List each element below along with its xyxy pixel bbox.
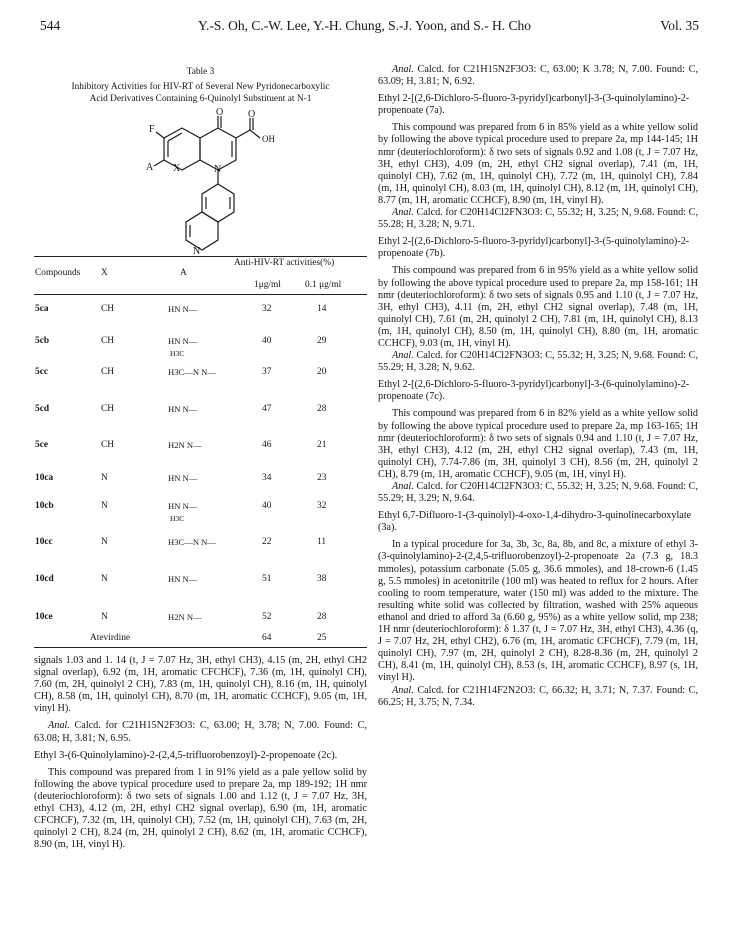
activity-01ug: 14 — [317, 304, 327, 314]
compound-x: N — [101, 537, 108, 547]
compound-x: N — [101, 501, 108, 511]
activity-01ug: 21 — [317, 440, 327, 450]
compound-a-substituent: HN N— — [168, 404, 198, 414]
running-authors: Y.-S. Oh, C.-W. Lee, Y.-H. Chung, S.-J. Yoon, and S.- H. Cho — [197, 18, 532, 33]
compound-x: CH — [101, 367, 115, 377]
table-header-rule — [34, 294, 367, 295]
col-activity-header: Anti-HIV-RT activities(%) — [234, 258, 335, 268]
compound-id: 5cc — [35, 367, 49, 377]
analysis-2b: Anal. Calcd. for C21H15N2F3O3: C, 63.00; K 3.78; N, 7.00. Found: C, 63.09; H, 3.81; N, 6.92. — [378, 64, 698, 88]
procedure-7a: This compound was prepared from 6 in 85% yield as a white yellow solid by following the above typical procedure used to prepare 2a, mp 144-145; 1H nmr (deuteriochloroform): δ two sets of signals 0.92 and 1.08 (t, J = 7.07 Hz, 3H, ethyl CH3), 4.09 (m, 2H, ethyl CH2 signal overlap), 7.41 (m, 1H, quinolyl CH), 7.62 (m, 1H, quinolyl CH), 7.72 (m, 1H, quinolyl CH), 7.84 (m, 1H, quinolyl CH), 8.03 (m, 1H, quinolyl CH), 8.12 (m, 1H, quinolyl CH), 8.77 (m, 1H, aromatic CCHCF), 8.90 (m, 1H, vinyl H). — [378, 122, 698, 206]
compound-id: 10cd — [35, 574, 54, 584]
structure-label-a: A — [146, 162, 154, 173]
compound-x: CH — [101, 404, 115, 414]
compound-id: 5ce — [35, 440, 49, 450]
structure-label-n2: N — [193, 246, 201, 257]
anal-label-3a: Anal. — [392, 684, 414, 696]
activity-1ug: 47 — [262, 404, 272, 414]
compound-a-methyl: H3C — [170, 349, 185, 358]
analysis-text: Calcd. for C21H15N2F3O3: C, 63.00; H, 3.78; N, 7.00. Found: C, 63.08; H, 3.81; N, 6.95. — [34, 720, 367, 744]
compound-id: 10cc — [35, 537, 53, 547]
table-caption-line2: Acid Derivatives Containing 6-Quinolyl Substituent at N-1 — [89, 94, 312, 104]
activity-1ug: 34 — [262, 473, 272, 483]
left-column-text — [34, 655, 367, 851]
compound-id: 10ce — [35, 612, 53, 622]
activity-01ug: 20 — [317, 367, 327, 377]
anal-label-7a: Anal. — [392, 207, 414, 219]
table-bottom-rule — [34, 647, 367, 648]
table-top-rule — [34, 256, 367, 257]
compound-a-substituent: HN N— — [168, 574, 198, 584]
reference-value-2: 25 — [317, 633, 327, 643]
anal-label: Anal. — [48, 720, 70, 732]
structure-label-oh: OH — [262, 134, 275, 144]
compound-a-substituent: HN N— — [168, 501, 198, 511]
activity-01ug: 38 — [317, 574, 327, 584]
anal-label-7c: Anal. — [392, 481, 414, 492]
compound-a-methyl: H3C — [170, 514, 185, 523]
compound-a-substituent: HN N— — [168, 336, 198, 346]
analysis-7c: Anal. Calcd. for C20H14Cl2FN3O3: C, 55.32; H, 3.25; N, 9.68. Found: C, 55.29; H, 3.29; N, 9.64. — [378, 481, 698, 505]
structure-label-n1: N — [214, 164, 222, 175]
procedure-3a: In a typical procedure for 3a, 3b, 3c, 8a, 8b, and 8c, a mixture of ethyl 3-(3-quinolylamino)-2-(2,4,5-trifluorobenzoyl)-2-propenoate 2a (7.3 g, 18.3 mmoles), potassium carbonate (5.05 g, 36.6 mmoles), and 18-crown-6 (1.45 g, 5.5 mmoles) in acetonitrile (100 ml) was heated to reflux for 2 hours. After cooling to room temperature, water (150 ml) was added to the mixture. The resulting white solid was collected by filtration, washed with 25% aqueous ethanol and dried to afford 3a (6.60 g, 95%) as a white yellow solid, mp 238; 1H nmr (deuteriochloroform): δ 1.37 (t, J = 7.07 Hz, 3H, ethyl CH3), 4.36 (q, J = 7.07 Hz, 2H, ethyl CH2), 6.76 (m, 1H, aromatic CFCHCF), 7.79 (m, 1H, quinolyl CH), 7.97 (m, 2H, quinolyl 2 CH), 8.28-8.36 (m, 2H, quinolyl 2 CH), 8.41 (m, 1H, quinolyl CH), 8.53 (s, 1H, aromatic CCHCF), 8.97 (s, 1H, vinyl H). — [378, 539, 698, 684]
anal-label-7b: Anal. — [392, 350, 414, 362]
analysis-3a: Anal. Calcd. for C21H14F2N2O3: C, 66.32; H, 3.71; N, 7.37. Found: C, 66.25; H, 3.75; N, 7.34. — [378, 684, 698, 708]
activity-1ug: 40 — [262, 501, 272, 511]
activity-01ug: 28 — [317, 404, 327, 414]
col-1ug-header: 1μg/ml — [254, 280, 281, 290]
compound-id: 5ca — [35, 304, 49, 314]
activity-01ug: 29 — [317, 336, 327, 346]
compound-x: CH — [101, 336, 115, 346]
page-number: 544 — [40, 18, 61, 33]
table-caption-line1: Inhibitory Activities for HIV-RT of Several New Pyridonecarboxylic — [71, 82, 330, 92]
activity-1ug: 22 — [262, 537, 272, 547]
structure-label-x: X — [173, 163, 181, 174]
reference-compound: Atevirdine — [90, 633, 131, 643]
compound-heading-7c: Ethyl 2-[(2,6-Dichloro-5-fluoro-3-pyridyl)carbonyl]-3-(6-quinolylamino)-2-propenoate (7c). — [378, 379, 690, 403]
activity-1ug: 40 — [262, 336, 272, 346]
activity-1ug: 37 — [262, 367, 272, 377]
compound-a-substituent: H2N N— — [168, 440, 202, 450]
anal-label-2b: Anal. — [392, 64, 414, 75]
compound-x: CH — [101, 440, 115, 450]
structure-label-o: O — [216, 108, 224, 118]
procedure-2c: This compound was prepared from 1 in 91% yield as a pale yellow solid by following the above typical procedure used to prepare 2a, mp 189-192; 1H nmr (deuteriochloroform): δ two sets of signals 1.00 and 1.12 (t, J = 7.07 Hz, 3H, ethyl CH3), 4.12 (m, 2H, ethyl CH2 signal overlap), 6.90 (m, 1H, aromatic CFCHCF), 7.32 (m, 1H, quinolyl CH), 7.52 (m, 1H, quinolyl CH), 7.63 (m, 2H, quinolyl 2 CH), 8.24 (m, 2H, quinolyl 2 CH), 8.62 (m, 1H, aromatic CCHCF), 8.90 (m, 1H, vinyl H). — [34, 766, 367, 851]
compound-x: N — [101, 574, 108, 584]
col-a-header: A — [180, 268, 187, 278]
analysis-paragraph — [34, 720, 367, 744]
activity-1ug: 51 — [262, 574, 272, 584]
col-x-header: X — [101, 268, 108, 278]
compound-heading-7b: Ethyl 2-[(2,6-Dichloro-5-fluoro-3-pyridyl)carbonyl]-3-(5-quinolylamino)-2-propenoate (7b). — [378, 236, 690, 260]
volume-label: Vol. 35 — [660, 18, 699, 33]
analysis-7b: Anal. Calcd. for C20H14Cl2FN3O3: C, 55.32; H, 3.25; N, 9.68. Found: C, 55.29; H, 3.28; N, 9.62. — [378, 350, 698, 374]
compound-id: 5cb — [35, 336, 50, 346]
activity-01ug: 23 — [317, 473, 327, 483]
structure-label-o2: O — [248, 109, 256, 120]
compound-id: 10ca — [35, 473, 54, 483]
compound-a-substituent: H3C—N N— — [168, 537, 216, 547]
compound-x: N — [101, 612, 108, 622]
compound-a-substituent: H3C—N N— — [168, 367, 216, 377]
col-01ug-header: 0.1 μg/ml — [305, 280, 342, 290]
compound-a-substituent: HN N— — [168, 304, 198, 314]
table-label: Table 3 — [186, 67, 215, 77]
compound-heading-3a: Ethyl 6,7-Difluoro-1-(3-quinolyl)-4-oxo-1,4-dihydro-3-quinolinecarboxylate (3a). — [378, 510, 692, 534]
activity-01ug: 32 — [317, 501, 327, 511]
compound-id: 5cd — [35, 404, 50, 414]
col-compounds-header: Compounds — [35, 268, 81, 278]
activity-1ug: 32 — [262, 304, 272, 314]
activity-1ug: 46 — [262, 440, 272, 450]
compound-x: CH — [101, 304, 115, 314]
procedure-7b: This compound was prepared from 6 in 95% yield as a white yellow solid by following the above typical procedure used to prepare 2a, mp 158-161; 1H nmr (deuteriochloroform): δ two sets of signals 0.95 and 1.10 (t, J = 7.07 Hz, 3H, ethyl CH3), 4.11 (m, 2H, ethyl CH2 signal overlap), 7.48 (m, 1H, quinolyl CH), 7.61 (m, 2H, quinolyl 2 CH), 7.81 (m, 1H, quinolyl CH), 8.13 (m, 1H, quinolyl CH), 8.50 (m, 1H, quinolyl CH), 8.80 (m, 1H, aromatic CCHCF), 9.03 (m, 1H, vinyl H). — [378, 265, 698, 349]
reference-value-1: 64 — [262, 633, 272, 643]
activity-01ug: 28 — [317, 612, 327, 622]
compound-heading-7a: Ethyl 2-[(2,6-Dichloro-5-fluoro-3-pyridyl)carbonyl]-3-(3-quinolylamino)-2-propenoate (7a). — [378, 93, 690, 117]
activity-01ug: 11 — [317, 537, 327, 547]
compound-id: 10cb — [35, 501, 54, 511]
right-column-text — [378, 64, 698, 709]
compound-x: N — [101, 473, 108, 483]
compound-heading-2c: Ethyl 3-(6-Quinolylamino)-2-(2,4,5-trifluorobenzoyl)-2-propenoate (2c). — [34, 749, 338, 761]
compound-a-substituent: H2N N— — [168, 612, 202, 622]
procedure-7c: This compound was prepared from 6 in 82% yield as a white yellow solid by following the above typical procedure used to prepare 2a, mp 163-165; 1H nmr (deuteriochloroform): δ two sets of signals 0.94 and 1.10 (t, J = 7.07 Hz, 3H, ethyl CH3), 4.12 (m, 2H, ethyl CH2 signal overlap), 7.43 (m, 1H, quinolyl CH), 7.74-7.86 (m, 3H, quinolyl 3 CH), 8.56 (m, 2H, quinolyl 2 CH), 8.79 (m, 1H, aromatic CCHCF), 9.05 (m, 1H, vinyl H). — [378, 408, 698, 480]
nmr-continuation: signals 1.03 and 1. 14 (t, J = 7.07 Hz, 3H, ethyl CH3), 4.15 (m, 2H, ethyl CH2 signal overlap), 6.92 (m, 1H, aromatic CFCHCF), 7.36 (m, 1H, quinolyl CH), 7.60 (m, 2H, quinolyl 2 CH), 7.83 (m, 1H, quinolyl CH), 8.16 (m, 1H, quinolyl CH), 8.58 (m, 1H, quinolyl CH), 8.70 (m, 1H, aromatic CCHCF), 9.05 (m, 1H, vinyl H). — [34, 655, 367, 715]
compound-a-substituent: HN N— — [168, 473, 198, 483]
analysis-7a: Anal. Calcd. for C20H14Cl2FN3O3: C, 55.32; H, 3.25; N, 9.68. Found: C, 55.28; H, 3.28; N, 9.71. — [378, 207, 698, 231]
structure-label-f: F — [149, 124, 155, 135]
activity-1ug: 52 — [262, 612, 272, 622]
